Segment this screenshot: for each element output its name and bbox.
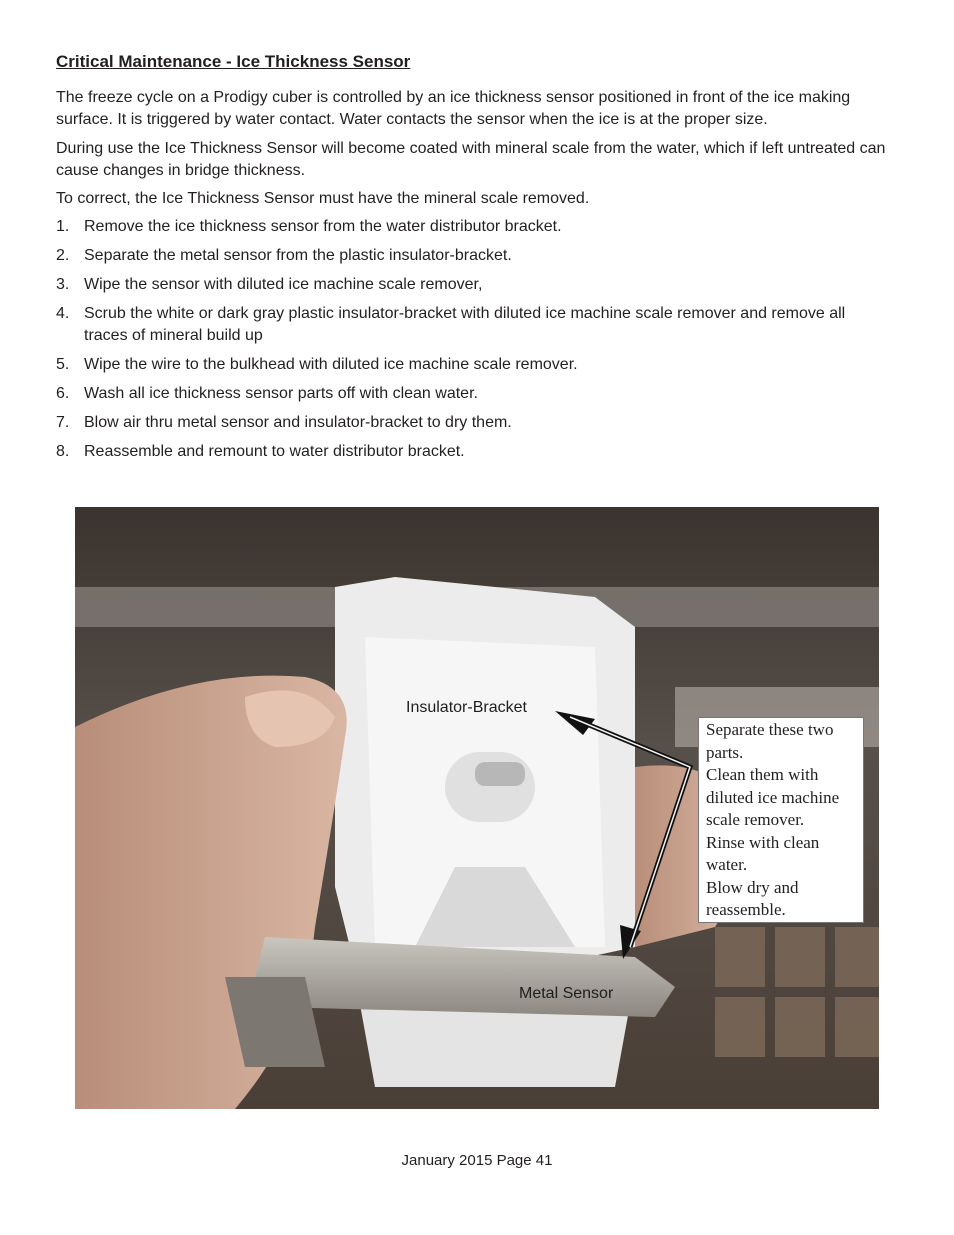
sensor-photo: [75, 507, 879, 1109]
step-text: Scrub the white or dark gray plastic insulator-bracket with diluted ice machine scale remover and remove all traces of mineral build up: [84, 305, 846, 344]
step-number: 7.: [56, 414, 70, 431]
correct-paragraph: To correct, the Ice Thickness Sensor must have the mineral scale removed.: [56, 190, 590, 207]
list-item: [56, 412, 886, 434]
metal-sensor-label: Metal Sensor: [519, 985, 614, 1002]
step-text: Wipe the sensor with diluted ice machine scale remover,: [84, 276, 483, 293]
step-text: Wipe the wire to the bulkhead with diluted ice machine scale remover.: [84, 356, 578, 373]
step-text: Separate the metal sensor from the plastic insulator-bracket.: [84, 247, 512, 264]
insulator-bracket-label: Insulator-Bracket: [406, 699, 527, 716]
intro-paragraph: The freeze cycle on a Prodigy cuber is controlled by an ice thickness sensor positioned in front of the ice making surface. It is triggered by water contact. Water contacts the sensor when the ice is at the proper size.: [56, 89, 851, 128]
step-number: 6.: [56, 385, 70, 402]
callout-line: Rinse with clean water.: [706, 832, 820, 874]
list-item: [56, 354, 886, 376]
step-number: 4.: [56, 305, 70, 322]
callout-box: [698, 717, 864, 923]
step-text: Blow air thru metal sensor and insulator-bracket to dry them.: [84, 414, 512, 431]
steps-list: [56, 216, 886, 470]
step-text: Reassemble and remount to water distributor bracket.: [84, 443, 465, 460]
list-item: [56, 383, 886, 405]
list-item: [56, 303, 886, 347]
step-number: 2.: [56, 247, 70, 264]
page-title: Critical Maintenance - Ice Thickness Sensor: [56, 52, 411, 71]
callout-line: Separate these two parts.: [706, 720, 834, 762]
step-number: 1.: [56, 218, 70, 235]
step-number: 8.: [56, 443, 70, 460]
callout-line: Blow dry and reassemble.: [706, 877, 799, 919]
scale-paragraph: During use the Ice Thickness Sensor will become coated with mineral scale from the water, which if left untreated can cause changes in bridge thickness.: [56, 140, 886, 179]
step-text: Wash all ice thickness sensor parts off with clean water.: [84, 385, 478, 402]
list-item: [56, 216, 886, 238]
list-item: [56, 274, 886, 296]
list-item: [56, 245, 886, 267]
step-text: Remove the ice thickness sensor from the water distributor bracket.: [84, 218, 562, 235]
step-number: 5.: [56, 356, 70, 373]
step-number: 3.: [56, 276, 70, 293]
callout-line: Clean them with diluted ice machine scale remover.: [706, 765, 840, 829]
list-item: [56, 441, 886, 463]
page-footer: January 2015 Page 41: [401, 1152, 553, 1169]
